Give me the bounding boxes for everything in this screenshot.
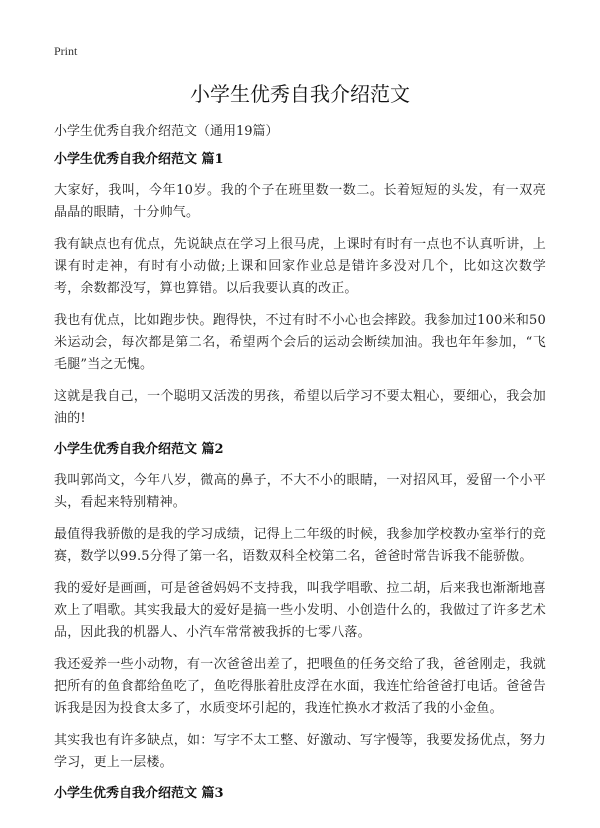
section-heading-2: 小学生优秀自我介绍范文 篇2 [54,442,224,457]
paragraph: 我还爱养一些小动物，有一次爸爸出差了，把喂鱼的任务交给了我，爸爸刚走，我就把所有的鱼食都给鱼吃了，鱼吃得胀着肚皮浮在水面，我连忙给爸爸打电话。爸爸告诉我是因为投食太多了，水质变坏引起的，我连忙换水才救活了我的小金鱼。 [54,657,546,716]
page-title: 小学生优秀自我介绍范文 [190,82,410,106]
section-heading-1: 小学生优秀自我介绍范文 篇1 [54,152,224,167]
paragraph: 大家好，我叫，今年10岁。我的个子在班里数一数二。长着短短的头发，有一双亮晶晶的眼睛，十分帅气。 [54,183,546,220]
paragraph: 我也有优点，比如跑步快。跑得快，不过有时不小心也会摔跤。我参加过100米和50米运动会，每次都是第二名，希望两个会后的运动会断续加油。我也年年参加，“飞毛腿”当之无愧。 [54,313,546,372]
paragraph: 最值得我骄傲的是我的学习成绩，记得上二年级的时候，我参加学校教办室举行的竞赛，数学以99.5分得了第一名，语数双科全校第二名，爸爸时常告诉我不能骄傲。 [54,527,546,564]
paragraph: 我叫郭尚文，今年八岁，微高的鼻子，不大不小的眼睛，一对招风耳，爱留一个小平头，看起来特别精神。 [54,473,546,510]
paragraph: 这就是我自己，一个聪明又活泼的男孩，希望以后学习不要太粗心，要细心，我会加油的! [54,389,546,426]
paragraph: 我有缺点也有优点，先说缺点在学习上很马虎，上课时有时有一点也不认真听讲，上课有时走神，有时有小动做;上课和回家作业总是错许多没对几个，比如这次数学考，余数都没写，算也算错。以后我要认真的改正。 [54,237,546,296]
document-subtitle: 小学生优秀自我介绍范文（通用19篇） [54,124,279,139]
paragraph: 我的爱好是画画，可是爸爸妈妈不支持我，叫我学唱歌、拉二胡，后来我也渐渐地喜欢上了唱歌。其实我最大的爱好是搞一些小发明、小创造什么的，我做过了许多艺术品，因此我的机器人、小汽车常常被我拆的七零八落。 [54,581,546,640]
paragraph: 其实我也有许多缺点，如：写字不太工整、好激动、写字慢等，我要发扬优点，努力学习，更上一层楼。 [54,733,546,770]
print-label: Print [54,44,78,58]
section-heading-3: 小学生优秀自我介绍范文 篇3 [54,786,224,801]
